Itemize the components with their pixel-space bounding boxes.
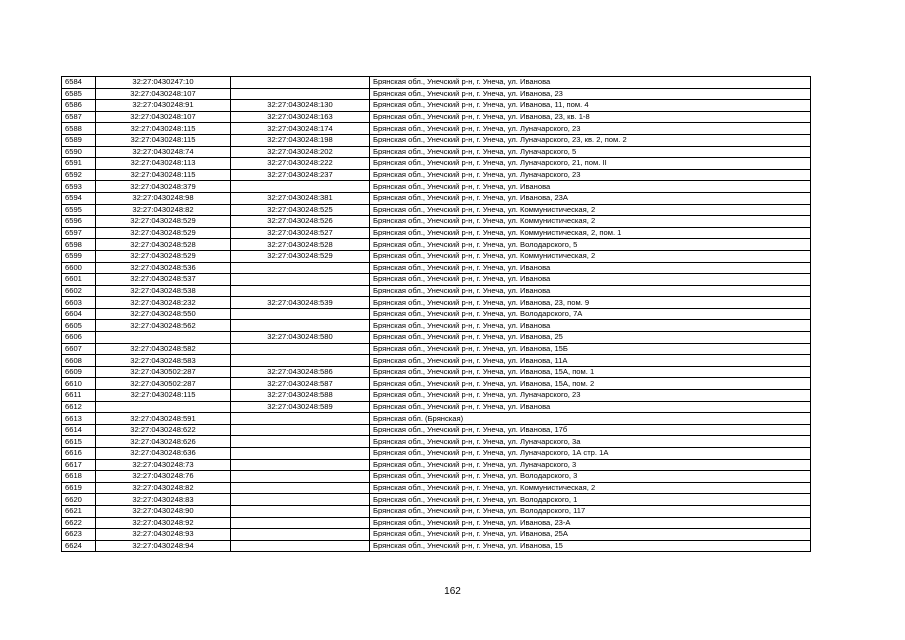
table-row: [62, 239, 811, 251]
row-number-cell: 6603: [62, 297, 96, 309]
object-cadastral-cell: [231, 517, 370, 529]
parcel-cadastral-cell: 32:27:0430248:107: [96, 88, 231, 100]
table-row: [62, 505, 811, 517]
parcel-cadastral-cell: 32:27:0430248:636: [96, 448, 231, 460]
parcel-cadastral-cell: 32:27:0430248:92: [96, 517, 231, 529]
table-row: [62, 401, 811, 413]
parcel-cadastral-cell: 32:27:0430248:529: [96, 216, 231, 228]
address-cell: Брянская обл., Унечский р-н, г. Унеча, ул. Луначарского, 5: [370, 146, 811, 158]
address-cell: Брянская обл., Унечский р-н, г. Унеча, ул. Иванова, 15Б: [370, 343, 811, 355]
address-cell: Брянская обл., Унечский р-н, г. Унеча, ул. Иванова: [370, 274, 811, 286]
address-cell: Брянская обл., Унечский р-н, г. Унеча, ул. Коммунистическая, 2: [370, 482, 811, 494]
table-row: [62, 471, 811, 483]
row-number-cell: 6616: [62, 448, 96, 460]
table-row: [62, 77, 811, 89]
table-row: [62, 297, 811, 309]
table-row: [62, 100, 811, 112]
table-row: [62, 355, 811, 367]
address-cell: Брянская обл., Унечский р-н, г. Унеча, ул. Иванова, 23-А: [370, 517, 811, 529]
row-number-cell: 6614: [62, 424, 96, 436]
table-row: [62, 192, 811, 204]
object-cadastral-cell: 32:27:0430248:587: [231, 378, 370, 390]
address-cell: Брянская обл., Унечский р-н, г. Унеча, ул. Луначарского, 3: [370, 459, 811, 471]
row-number-cell: 6592: [62, 169, 96, 181]
object-cadastral-cell: [231, 482, 370, 494]
object-cadastral-cell: 32:27:0430248:539: [231, 297, 370, 309]
table-row: [62, 123, 811, 135]
row-number-cell: 6590: [62, 146, 96, 158]
table-row: [62, 285, 811, 297]
object-cadastral-cell: [231, 274, 370, 286]
address-cell: Брянская обл., Унечский р-н, г. Унеча, ул. Иванова, 23, пом. 9: [370, 297, 811, 309]
address-cell: Брянская обл., Унечский р-н, г. Унеча, ул. Володарского, 117: [370, 505, 811, 517]
table-row: [62, 459, 811, 471]
table-row: [62, 320, 811, 332]
row-number-cell: 6597: [62, 227, 96, 239]
object-cadastral-cell: [231, 529, 370, 541]
object-cadastral-cell: 32:27:0430248:529: [231, 250, 370, 262]
object-cadastral-cell: [231, 459, 370, 471]
parcel-cadastral-cell: 32:27:0430248:562: [96, 320, 231, 332]
table-row: [62, 494, 811, 506]
table-row: [62, 227, 811, 239]
row-number-cell: 6615: [62, 436, 96, 448]
parcel-cadastral-cell: 32:27:0430248:74: [96, 146, 231, 158]
address-cell: Брянская обл., Унечский р-н, г. Унеча, ул. Иванова, 23А: [370, 192, 811, 204]
parcel-cadastral-cell: 32:27:0430248:115: [96, 169, 231, 181]
registry-table: [61, 76, 811, 552]
object-cadastral-cell: [231, 77, 370, 89]
row-number-cell: 6587: [62, 111, 96, 123]
parcel-cadastral-cell: 32:27:0430248:90: [96, 505, 231, 517]
object-cadastral-cell: 32:27:0430248:525: [231, 204, 370, 216]
parcel-cadastral-cell: 32:27:0430248:622: [96, 424, 231, 436]
row-number-cell: 6612: [62, 401, 96, 413]
parcel-cadastral-cell: 32:27:0430248:538: [96, 285, 231, 297]
address-cell: Брянская обл., Унечский р-н, г. Унеча, ул. Иванова: [370, 77, 811, 89]
row-number-cell: 6610: [62, 378, 96, 390]
parcel-cadastral-cell: 32:27:0430248:591: [96, 413, 231, 425]
row-number-cell: 6599: [62, 250, 96, 262]
address-cell: Брянская обл., Унечский р-н, г. Унеча, ул. Иванова, 23, кв. 1-8: [370, 111, 811, 123]
row-number-cell: 6607: [62, 343, 96, 355]
parcel-cadastral-cell: 32:27:0430247:10: [96, 77, 231, 89]
object-cadastral-cell: [231, 505, 370, 517]
row-number-cell: 6620: [62, 494, 96, 506]
object-cadastral-cell: [231, 181, 370, 193]
object-cadastral-cell: 32:27:0430248:528: [231, 239, 370, 251]
parcel-cadastral-cell: 32:27:0430248:583: [96, 355, 231, 367]
table-row: [62, 343, 811, 355]
address-cell: Брянская обл., Унечский р-н, г. Унеча, ул. Иванова, 23: [370, 88, 811, 100]
table-row: [62, 216, 811, 228]
row-number-cell: 6622: [62, 517, 96, 529]
table-row: [62, 482, 811, 494]
row-number-cell: 6600: [62, 262, 96, 274]
parcel-cadastral-cell: 32:27:0430248:115: [96, 134, 231, 146]
address-cell: Брянская обл., Унечский р-н, г. Унеча, ул. Иванова: [370, 401, 811, 413]
table-row: [62, 366, 811, 378]
object-cadastral-cell: [231, 448, 370, 460]
parcel-cadastral-cell: 32:27:0430248:82: [96, 204, 231, 216]
parcel-cadastral-cell: [96, 401, 231, 413]
table-row: [62, 448, 811, 460]
parcel-cadastral-cell: 32:27:0430248:379: [96, 181, 231, 193]
address-cell: Брянская обл., Унечский р-н, г. Унеча, ул. Коммунистическая, 2, пом. 1: [370, 227, 811, 239]
table-row: [62, 88, 811, 100]
row-number-cell: 6604: [62, 308, 96, 320]
address-cell: Брянская обл., Унечский р-н, г. Унеча, ул. Иванова, 11, пом. 4: [370, 100, 811, 112]
row-number-cell: 6593: [62, 181, 96, 193]
row-number-cell: 6601: [62, 274, 96, 286]
address-cell: Брянская обл., Унечский р-н, г. Унеча, ул. Луначарского, 21, пом. II: [370, 158, 811, 170]
table-row: [62, 529, 811, 541]
row-number-cell: 6609: [62, 366, 96, 378]
parcel-cadastral-cell: 32:27:0430248:113: [96, 158, 231, 170]
address-cell: Брянская обл., Унечский р-н, г. Унеча, ул. Володарского, 7А: [370, 308, 811, 320]
object-cadastral-cell: 32:27:0430248:174: [231, 123, 370, 135]
parcel-cadastral-cell: 32:27:0430248:82: [96, 482, 231, 494]
object-cadastral-cell: [231, 424, 370, 436]
row-number-cell: 6621: [62, 505, 96, 517]
parcel-cadastral-cell: 32:27:0430248:93: [96, 529, 231, 541]
table-row: [62, 378, 811, 390]
object-cadastral-cell: 32:27:0430248:237: [231, 169, 370, 181]
object-cadastral-cell: [231, 471, 370, 483]
table-row: [62, 134, 811, 146]
table-row: [62, 517, 811, 529]
address-cell: Брянская обл., Унечский р-н, г. Унеча, ул. Луначарского, 23, кв. 2, пом. 2: [370, 134, 811, 146]
parcel-cadastral-cell: 32:27:0430248:528: [96, 239, 231, 251]
object-cadastral-cell: 32:27:0430248:198: [231, 134, 370, 146]
row-number-cell: 6606: [62, 332, 96, 344]
row-number-cell: 6589: [62, 134, 96, 146]
row-number-cell: 6588: [62, 123, 96, 135]
address-cell: Брянская обл., Унечский р-н, г. Унеча, ул. Володарского, 5: [370, 239, 811, 251]
object-cadastral-cell: 32:27:0430248:586: [231, 366, 370, 378]
row-number-cell: 6613: [62, 413, 96, 425]
table-row: [62, 169, 811, 181]
table-row: [62, 413, 811, 425]
parcel-cadastral-cell: 32:27:0430248:98: [96, 192, 231, 204]
row-number-cell: 6595: [62, 204, 96, 216]
address-cell: Брянская обл., Унечский р-н, г. Унеча, ул. Коммунистическая, 2: [370, 204, 811, 216]
parcel-cadastral-cell: 32:27:0430248:107: [96, 111, 231, 123]
object-cadastral-cell: 32:27:0430248:163: [231, 111, 370, 123]
table-row: [62, 204, 811, 216]
object-cadastral-cell: 32:27:0430248:381: [231, 192, 370, 204]
parcel-cadastral-cell: 32:27:0430248:94: [96, 540, 231, 552]
table-row: [62, 540, 811, 552]
object-cadastral-cell: [231, 413, 370, 425]
table-row: [62, 332, 811, 344]
row-number-cell: 6617: [62, 459, 96, 471]
object-cadastral-cell: 32:27:0430248:580: [231, 332, 370, 344]
object-cadastral-cell: [231, 88, 370, 100]
table-row: [62, 390, 811, 402]
object-cadastral-cell: 32:27:0430248:588: [231, 390, 370, 402]
row-number-cell: 6602: [62, 285, 96, 297]
parcel-cadastral-cell: 32:27:0430248:582: [96, 343, 231, 355]
object-cadastral-cell: [231, 343, 370, 355]
table-row: [62, 158, 811, 170]
parcel-cadastral-cell: 32:27:0430248:115: [96, 390, 231, 402]
row-number-cell: 6585: [62, 88, 96, 100]
address-cell: Брянская обл., Унечский р-н, г. Унеча, ул. Иванова, 25А: [370, 529, 811, 541]
parcel-cadastral-cell: 32:27:0430502:287: [96, 378, 231, 390]
address-cell: Брянская обл., Унечский р-н, г. Унеча, ул. Иванова, 25: [370, 332, 811, 344]
row-number-cell: 6598: [62, 239, 96, 251]
page-number: 162: [444, 586, 461, 597]
table-row: [62, 424, 811, 436]
parcel-cadastral-cell: 32:27:0430248:536: [96, 262, 231, 274]
object-cadastral-cell: 32:27:0430248:130: [231, 100, 370, 112]
object-cadastral-cell: 32:27:0430248:222: [231, 158, 370, 170]
table-row: [62, 308, 811, 320]
row-number-cell: 6596: [62, 216, 96, 228]
address-cell: Брянская обл., Унечский р-н, г. Унеча, ул. Володарского, 1: [370, 494, 811, 506]
row-number-cell: 6624: [62, 540, 96, 552]
parcel-cadastral-cell: 32:27:0430502:287: [96, 366, 231, 378]
parcel-cadastral-cell: 32:27:0430248:626: [96, 436, 231, 448]
row-number-cell: 6618: [62, 471, 96, 483]
object-cadastral-cell: 32:27:0430248:526: [231, 216, 370, 228]
address-cell: Брянская обл., Унечский р-н, г. Унеча, ул. Иванова: [370, 320, 811, 332]
table-row: [62, 436, 811, 448]
object-cadastral-cell: [231, 262, 370, 274]
object-cadastral-cell: [231, 355, 370, 367]
row-number-cell: 6605: [62, 320, 96, 332]
address-cell: Брянская обл., Унечский р-н, г. Унеча, ул. Иванова: [370, 285, 811, 297]
row-number-cell: 6591: [62, 158, 96, 170]
parcel-cadastral-cell: 32:27:0430248:232: [96, 297, 231, 309]
address-cell: Брянская обл., Унечский р-н, г. Унеча, ул. Иванова, 15А, пом. 2: [370, 378, 811, 390]
object-cadastral-cell: [231, 494, 370, 506]
row-number-cell: 6623: [62, 529, 96, 541]
address-cell: Брянская обл., Унечский р-н, г. Унеча, ул. Луначарского, 23: [370, 123, 811, 135]
address-cell: Брянская обл., Унечский р-н, г. Унеча, ул. Иванова, 15А, пом. 1: [370, 366, 811, 378]
object-cadastral-cell: [231, 308, 370, 320]
address-cell: Брянская обл., Унечский р-н, г. Унеча, ул. Иванова, 11А: [370, 355, 811, 367]
table-row: [62, 146, 811, 158]
parcel-cadastral-cell: 32:27:0430248:537: [96, 274, 231, 286]
parcel-cadastral-cell: 32:27:0430248:550: [96, 308, 231, 320]
address-cell: Брянская обл., Унечский р-н, г. Унеча, ул. Луначарского, 23: [370, 169, 811, 181]
table-row: [62, 262, 811, 274]
registry-table-body: [62, 77, 811, 552]
parcel-cadastral-cell: 32:27:0430248:529: [96, 227, 231, 239]
address-cell: Брянская обл. (Брянская): [370, 413, 811, 425]
table-row: [62, 274, 811, 286]
address-cell: Брянская обл., Унечский р-н, г. Унеча, ул. Коммунистическая, 2: [370, 216, 811, 228]
object-cadastral-cell: 32:27:0430248:527: [231, 227, 370, 239]
parcel-cadastral-cell: 32:27:0430248:529: [96, 250, 231, 262]
table-row: [62, 250, 811, 262]
address-cell: Брянская обл., Унечский р-н, г. Унеча, ул. Володарского, 3: [370, 471, 811, 483]
table-row: [62, 181, 811, 193]
parcel-cadastral-cell: 32:27:0430248:91: [96, 100, 231, 112]
object-cadastral-cell: [231, 436, 370, 448]
row-number-cell: 6611: [62, 390, 96, 402]
parcel-cadastral-cell: 32:27:0430248:83: [96, 494, 231, 506]
address-cell: Брянская обл., Унечский р-н, г. Унеча, ул. Иванова, 15: [370, 540, 811, 552]
object-cadastral-cell: 32:27:0430248:202: [231, 146, 370, 158]
table-row: [62, 111, 811, 123]
address-cell: Брянская обл., Унечский р-н, г. Унеча, ул. Луначарского, 3а: [370, 436, 811, 448]
row-number-cell: 6584: [62, 77, 96, 89]
address-cell: Брянская обл., Унечский р-н, г. Унеча, ул. Коммунистическая, 2: [370, 250, 811, 262]
address-cell: Брянская обл., Унечский р-н, г. Унеча, ул. Иванова: [370, 181, 811, 193]
parcel-cadastral-cell: [96, 332, 231, 344]
object-cadastral-cell: [231, 540, 370, 552]
address-cell: Брянская обл., Унечский р-н, г. Унеча, ул. Иванова: [370, 262, 811, 274]
row-number-cell: 6594: [62, 192, 96, 204]
parcel-cadastral-cell: 32:27:0430248:115: [96, 123, 231, 135]
address-cell: Брянская обл., Унечский р-н, г. Унеча, ул. Луначарского, 23: [370, 390, 811, 402]
row-number-cell: 6586: [62, 100, 96, 112]
parcel-cadastral-cell: 32:27:0430248:73: [96, 459, 231, 471]
object-cadastral-cell: [231, 285, 370, 297]
parcel-cadastral-cell: 32:27:0430248:76: [96, 471, 231, 483]
address-cell: Брянская обл., Унечский р-н, г. Унеча, ул. Иванова, 17б: [370, 424, 811, 436]
address-cell: Брянская обл., Унечский р-н, г. Унеча, ул. Луначарского, 1А стр. 1А: [370, 448, 811, 460]
object-cadastral-cell: 32:27:0430248:589: [231, 401, 370, 413]
row-number-cell: 6608: [62, 355, 96, 367]
row-number-cell: 6619: [62, 482, 96, 494]
object-cadastral-cell: [231, 320, 370, 332]
